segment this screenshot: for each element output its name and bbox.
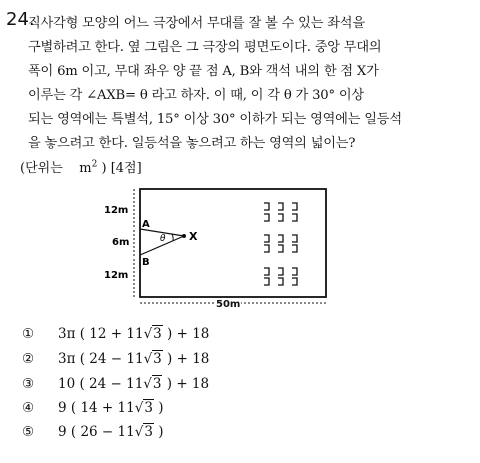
label-6m: 6m [112,237,130,248]
seat-icon [278,235,283,242]
unit-note [20,157,142,176]
label-X: X [189,230,198,243]
theater-floor-plan [100,183,340,313]
seat-icon [278,245,283,252]
label-A: A [142,219,150,230]
question-line-2: 구별하려고 한다. 옆 그림은 그 극장의 평면도이다. 중앙 무대의 [28,40,382,55]
seat-icon [292,203,297,210]
angle-arc [172,234,173,241]
seat-icon [278,268,283,275]
choice-3[interactable]: ③ 10 ( 24 − 11√3 ) + 18 [22,376,210,392]
seat-icon [292,235,297,242]
seat-icon [264,245,269,252]
label-B: B [142,257,150,268]
label-12m-bottom: 12m [104,270,129,281]
unit-sup: 2 [91,159,98,170]
choice-1[interactable]: ① 3π ( 12 + 11√3 ) + 18 [22,326,210,342]
question-line-3: 폭이 6m 이고, 무대 좌우 양 끝 점 A, B와 객석 내의 한 점 X가 [28,64,379,79]
question-line-4: 이루는 각 ∠AXB= θ 라고 하자. 이 때, 이 각 θ 가 30° 이상 [28,88,364,103]
seat-icon [264,203,269,210]
seat-icon [264,268,269,275]
unit-prefix: (단위는 [20,161,63,176]
choice-5[interactable]: ⑤ 9 ( 26 − 11√3 ) [22,424,164,440]
point-X [182,234,186,238]
seat-icon [292,268,297,275]
question-line-1: 직사각형 모양의 어느 극장에서 무대를 잘 볼 수 있는 좌석을 [28,16,365,31]
unit-suffix: ) [4점] [101,161,142,176]
seat-icon [292,214,297,221]
label-theta: θ [160,234,166,244]
seat-icon [264,235,269,242]
seat-icon [264,214,269,221]
seat-icon [278,203,283,210]
seat-icon [292,278,297,285]
label-12m-top: 12m [104,205,129,216]
seat-icon [292,245,297,252]
seat-icon [278,278,283,285]
question-line-6: 을 놓으려고 한다. 일등석을 놓으려고 하는 영역의 넓이는? [28,136,356,151]
seat-icon [278,214,283,221]
unit-m: m [79,161,92,176]
question-line-5: 되는 영역에는 특별석, 15° 이상 30° 이하가 되는 영역에는 일등석 [28,112,402,127]
choice-2[interactable]: ② 3π ( 24 − 11√3 ) + 18 [22,351,210,367]
seat-grid [264,203,297,285]
seat-icon [264,278,269,285]
choice-4[interactable]: ④ 9 ( 14 + 11√3 ) [22,400,164,416]
question-number: 24. [6,9,35,30]
label-50m: 50m [216,299,241,310]
